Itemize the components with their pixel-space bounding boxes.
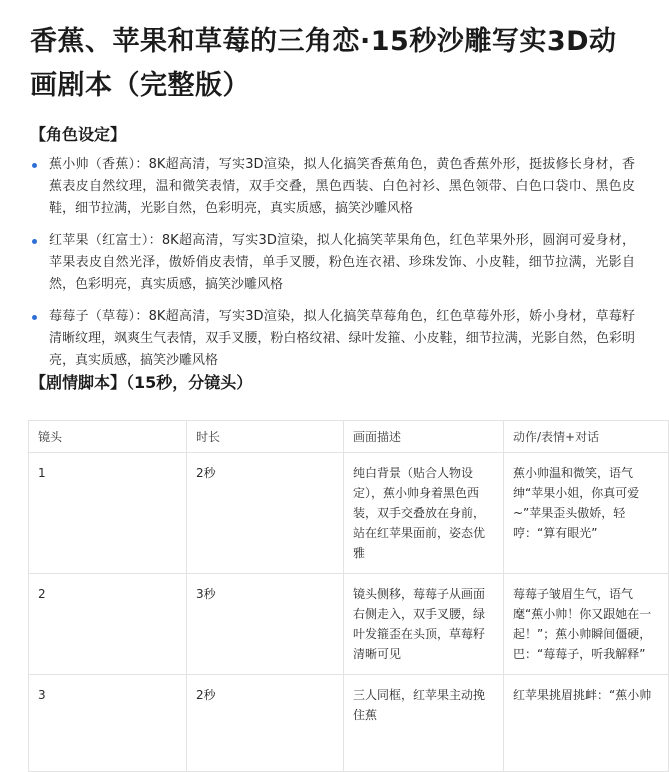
- bullet-icon: [32, 163, 37, 168]
- role-item-strawberry: [30, 306, 635, 372]
- header-action-dialogue: 动作/表情+对话: [504, 421, 669, 453]
- roles-section-heading: 【角色设定】: [30, 125, 127, 144]
- script-section-heading: 【剧情脚本】（15秒，分镜头）: [30, 373, 253, 392]
- role-item-apple: [30, 230, 635, 296]
- cell-description: 镜头侧移，莓莓子从画面右侧走入，双手叉腰，绿叶发箍歪在头顶，草莓籽清晰可见: [344, 574, 504, 675]
- document-title: 香蕉、苹果和草莓的三角恋·15秒沙雕写实3D动画剧本（完整版）: [30, 26, 617, 101]
- role-text: 莓莓子（草莓）：8K超高清，写实3D渲染，拟人化搞笑草莓角色，红色草莓外形，娇小身材，草莓籽清晰纹理，飒爽生气表情，双手叉腰，粉白格纹裙、绿叶发箍、小皮鞋，细节拉满，光影自然，色彩明亮，真实质感，搞笑沙雕风格: [49, 309, 635, 368]
- cell-action-dialogue: 蕉小帅温和微笑，语气绅“苹果小姐，你真可爱~”苹果歪头傲娇，轻哼：“算有眼光”: [504, 453, 669, 574]
- table-row: [29, 574, 669, 675]
- cell-description: 三人同框，红苹果主动挽住蕉: [344, 675, 504, 772]
- cell-shot: 1: [29, 453, 187, 574]
- cell-action-dialogue: 莓莓子皱眉生气，语气麾“蕉小帅！你又跟她在一起！”；蕉小帅瞬间僵硬，巴：“莓莓子，听我解释”: [504, 574, 669, 675]
- role-text: 蕉小帅（香蕉）：8K超高清，写实3D渲染，拟人化搞笑香蕉角色，黄色香蕉外形，挺拔修长身材，香蕉表皮自然纹理，温和微笑表情，双手交叠，黑色西装、白色衬衫、黑色领带、白色口袋巾、黑色皮鞋，细节拉满，光影自然，色彩明亮，真实质感，搞笑沙雕风格: [49, 157, 635, 216]
- header-shot: 镜头: [29, 421, 187, 453]
- storyboard-table-container[interactable]: [28, 420, 668, 772]
- bullet-icon: [32, 315, 37, 320]
- table-header-row: [29, 421, 669, 453]
- table-row: [29, 675, 669, 772]
- bullet-icon: [32, 239, 37, 244]
- cell-duration: 3秒: [187, 574, 344, 675]
- table-row: [29, 453, 669, 574]
- cell-description: 纯白背景（贴合人物设定），蕉小帅身着黑色西装，双手交叠放在身前，站在红苹果面前，姿态优雅: [344, 453, 504, 574]
- cell-duration: 2秒: [187, 453, 344, 574]
- cell-shot: 2: [29, 574, 187, 675]
- header-description: 画面描述: [344, 421, 504, 453]
- cell-shot: 3: [29, 675, 187, 772]
- cell-action-dialogue: 红苹果挑眉挑衅：“蕉小帅: [504, 675, 669, 772]
- role-text: 红苹果（红富士）：8K超高清，写实3D渲染，拟人化搞笑苹果角色，红色苹果外形，圆润可爱身材，苹果表皮自然光泽，傲娇俏皮表情，单手叉腰，粉色连衣裙、珍珠发饰、小皮鞋，细节拉满，光影自然，色彩明亮，真实质感，搞笑沙雕风格: [49, 233, 635, 292]
- role-item-banana: [30, 154, 635, 220]
- storyboard-table: [28, 420, 669, 772]
- cell-duration: 2秒: [187, 675, 344, 772]
- header-duration: 时长: [187, 421, 344, 453]
- role-list: [30, 154, 635, 382]
